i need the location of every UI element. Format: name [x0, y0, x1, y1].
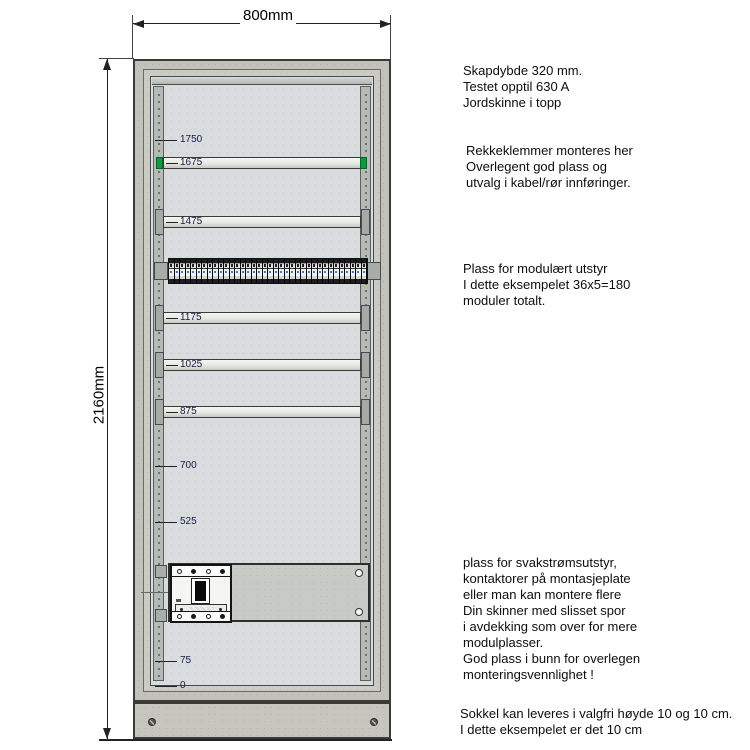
rail-bracket: [361, 305, 370, 331]
arrowhead-right-icon: [380, 20, 391, 28]
plate-bracket-top: [155, 565, 167, 578]
marker-leader-line: [155, 686, 177, 687]
height-marker-label: 0: [180, 680, 186, 691]
rail-bracket: [361, 352, 370, 378]
annotation-line: Din skinner med slisset spor: [463, 603, 626, 618]
height-dimension-label: 2160mm: [90, 365, 108, 425]
annotation-line: Skapdybde 320 mm.: [463, 63, 583, 78]
marker-leader-line: [166, 222, 178, 223]
marker-leader-line: [166, 163, 178, 164]
annotation-line: plass for svakstrømsutstyr,: [463, 555, 617, 570]
height-marker-label: 1175: [180, 312, 202, 323]
arrowhead-up-icon: [103, 59, 111, 70]
plate-bracket-bottom: [155, 609, 167, 622]
marker-leader-line: [166, 412, 178, 413]
height-marker-label: 525: [180, 516, 197, 527]
annotation-line: eller man kan montere flere: [463, 587, 622, 602]
terminal-dot-icon: [191, 614, 196, 619]
annotation-block: [466, 143, 633, 191]
plinth-screw-right-icon: [370, 718, 378, 726]
annotation-line: monteringsvennlighet !: [463, 667, 594, 682]
height-marker-label: 700: [180, 460, 197, 471]
breaker-module-row: [168, 258, 368, 284]
terminal-dot-icon: [220, 614, 225, 619]
rail-end-cap: [156, 157, 163, 169]
annotation-line: Plass for modulært utstyr: [463, 261, 608, 276]
terminal-dot-icon: [220, 569, 225, 574]
annotation-block: [460, 706, 732, 738]
height-marker-label: 875: [180, 406, 197, 417]
mccb-label-mark: [176, 599, 181, 602]
annotation-line: utvalg i kabel/rør innføringer.: [466, 175, 631, 190]
ground-line: [99, 739, 392, 741]
terminal-dot-icon: [206, 614, 211, 619]
height-marker-label: 1025: [180, 359, 203, 370]
terminal-dot-icon: [191, 569, 196, 574]
height-marker-label: 75: [180, 655, 192, 666]
height-marker-label: 1475: [180, 216, 203, 227]
marker-leader-line: [155, 522, 177, 523]
plate-screw-hole: [355, 569, 363, 577]
marker-leader-line: [155, 140, 177, 141]
terminal-dot-icon: [206, 569, 211, 574]
annotation-line: moduler totalt.: [463, 293, 546, 308]
plate-screw-hole: [355, 608, 363, 616]
mccb-toggle-recess: [191, 578, 210, 604]
earth-busbar: [152, 78, 372, 85]
annotation-block: [463, 261, 630, 309]
annotation-block: [463, 555, 640, 683]
plate-leader-line: [141, 592, 169, 593]
mccb-top-terminals: [172, 566, 230, 577]
annotation-line: Jordskinne i topp: [463, 95, 562, 110]
plinth: [133, 702, 391, 739]
mccb-bottom-terminals: [172, 611, 230, 621]
annotation-line: Overlegent god plass og: [466, 159, 607, 174]
annotation-line: Testet opptil 630 A: [463, 79, 570, 94]
rail-end-cap: [360, 157, 367, 169]
height-marker-label: 1750: [180, 134, 203, 145]
annotation-line: I dette eksempelet er det 10 cm: [460, 722, 643, 737]
annotation-block: [463, 63, 582, 111]
module-row-bracket-left: [154, 262, 168, 280]
marker-leader-line: [166, 365, 178, 366]
annotation-line: God plass i bunn for overlegen: [463, 651, 641, 666]
breaker-module: [362, 259, 368, 283]
mounting-plate: [168, 563, 370, 622]
arrowhead-left-icon: [133, 20, 144, 28]
mccb-toggle-handle: [195, 581, 206, 601]
marker-leader-line: [166, 318, 178, 319]
plinth-screw-left-icon: [148, 718, 156, 726]
module-row-bracket-right: [367, 262, 381, 280]
annotation-line: modulplasser.: [463, 635, 544, 650]
rail-bracket: [361, 399, 370, 425]
rail-bracket: [361, 209, 370, 235]
terminal-dot-icon: [177, 614, 182, 619]
width-dimension-label: 800mm: [240, 7, 296, 24]
marker-leader-line: [155, 466, 177, 467]
marker-leader-line: [155, 661, 177, 662]
height-marker-label: 1675: [180, 157, 203, 168]
mccb-breaker: [170, 564, 232, 623]
arrowhead-down-icon: [103, 728, 111, 739]
annotation-line: I dette eksempelet 36x5=180: [463, 277, 631, 292]
annotation-line: kontaktorer på montasjeplate: [463, 571, 631, 586]
annotation-line: Sokkel kan leveres i valgfri høyde 10 og 10 cm.: [460, 706, 733, 721]
annotation-line: i avdekking som over for mere: [463, 619, 638, 634]
annotation-line: Rekkeklemmer monteres her: [466, 143, 633, 158]
terminal-dot-icon: [177, 569, 182, 574]
